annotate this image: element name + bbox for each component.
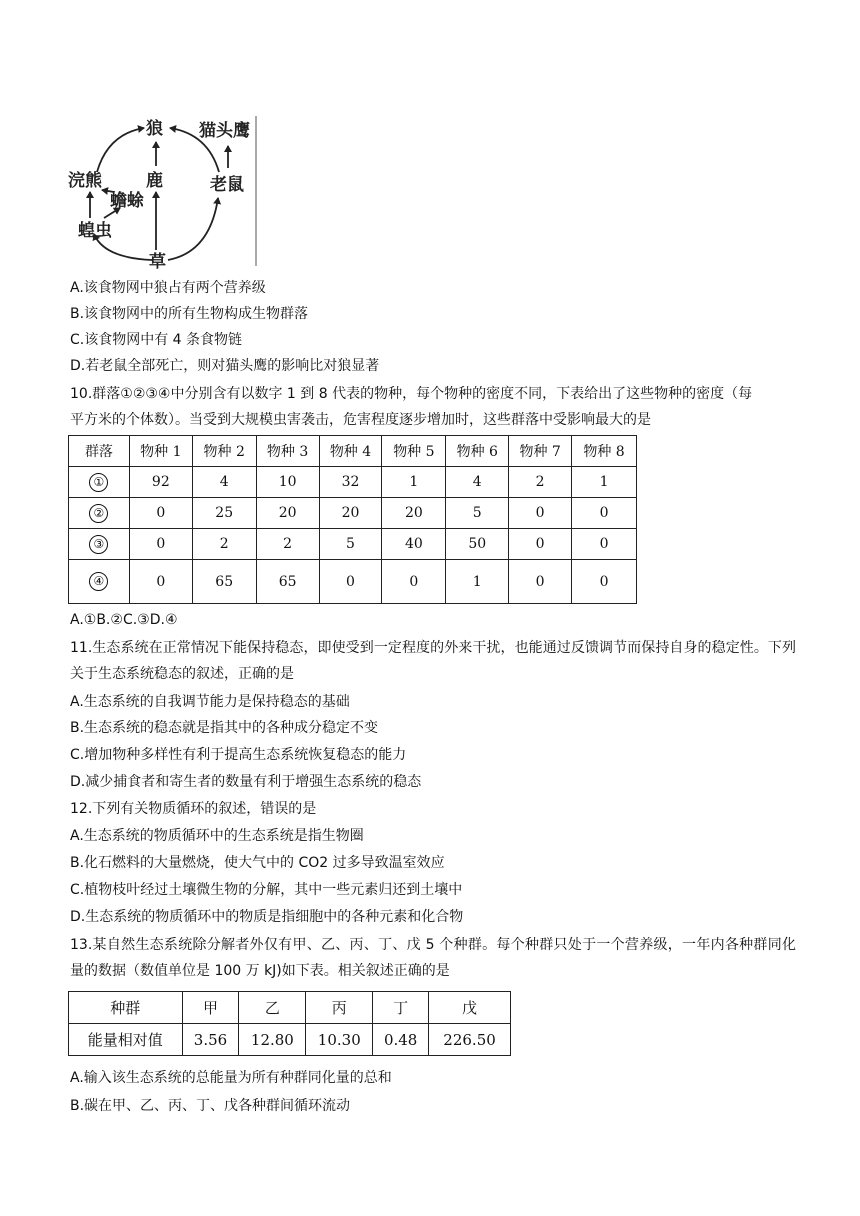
- q12-option-d: D.生态系统的物质循环中的物质是指细胞中的各种元素和化合物: [70, 909, 464, 925]
- q12-option-b: B.化石燃料的大量燃烧，使大气中的 CO2 过多导致温室效应: [70, 855, 445, 871]
- q12-option-c: C.植物枝叶经过土壤微生物的分解，其中一些元素归还到土壤中: [70, 882, 463, 898]
- table-header-row: [69, 992, 511, 1024]
- table-cell: 0: [129, 529, 192, 560]
- q11-option-b: B.生态系统的稳态就是指其中的各种成分稳定不变: [70, 720, 379, 736]
- table-cell: 0: [509, 529, 572, 560]
- table-cell: 0: [382, 560, 446, 604]
- food-web-svg: [64, 112, 264, 270]
- table-cell: 3.56: [182, 1024, 239, 1056]
- header-cell: 种群: [69, 992, 183, 1024]
- table-row: [69, 1024, 511, 1056]
- header-cell: 群落: [69, 436, 130, 467]
- header-cell: 物种 1: [129, 436, 192, 467]
- q13-energy-table: [68, 991, 511, 1056]
- node-deer: 鹿: [146, 171, 163, 191]
- arrow-grass-mouse: [168, 198, 218, 260]
- table-header-row: [69, 436, 637, 467]
- table-cell: 0: [129, 560, 192, 604]
- q12-stem: 12.下列有关物质循环的叙述，错误的是: [70, 801, 317, 817]
- table-cell: 12.80: [239, 1024, 306, 1056]
- table-row: [69, 560, 637, 604]
- table-cell: 0: [509, 498, 572, 529]
- header-cell: 物种 4: [319, 436, 382, 467]
- table-cell: 2: [192, 529, 256, 560]
- table-cell: 50: [446, 529, 509, 560]
- table-cell: 10: [256, 467, 319, 498]
- table-cell: 0: [509, 560, 572, 604]
- header-cell: 戊: [429, 992, 511, 1024]
- q13-option-b: B.碳在甲、乙、丙、丁、戊各种群间循环流动: [70, 1098, 351, 1114]
- table-cell: 0: [572, 498, 637, 529]
- q9-option-b: B.该食物网中的所有生物构成生物群落: [70, 306, 309, 322]
- table-cell: 5: [446, 498, 509, 529]
- header-cell: 物种 7: [509, 436, 572, 467]
- table-cell: 5: [319, 529, 382, 560]
- q11-option-c: C.增加物种多样性有利于提高生态系统恢复稳态的能力: [70, 747, 407, 763]
- node-locust: 蝗虫: [78, 221, 112, 241]
- community-label: ④: [89, 572, 108, 591]
- table-cell: 1: [572, 467, 637, 498]
- table-cell: 92: [129, 467, 192, 498]
- q11-option-a: A.生态系统的自我调节能力是保持稳态的基础: [70, 694, 350, 710]
- table-cell: 20: [382, 498, 446, 529]
- header-cell: 丁: [373, 992, 429, 1024]
- header-cell: 物种 8: [572, 436, 637, 467]
- community-label: ①: [89, 473, 108, 492]
- food-web-diagram: [64, 112, 264, 270]
- table-cell: 20: [319, 498, 382, 529]
- table-cell: 226.50: [429, 1024, 511, 1056]
- header-cell: 乙: [239, 992, 306, 1024]
- q12-option-a: A.生态系统的物质循环中的生态系统是指生物圈: [70, 828, 364, 844]
- table-cell: 0: [319, 560, 382, 604]
- table-cell: 2: [509, 467, 572, 498]
- node-wolf: 狼: [146, 119, 163, 139]
- table-cell: 1: [382, 467, 446, 498]
- node-toad: 蟾蜍: [110, 191, 144, 211]
- q10-density-table: [68, 435, 637, 604]
- header-cell: 物种 5: [382, 436, 446, 467]
- row-label: 能量相对值: [69, 1024, 183, 1056]
- arrow-raccoon-wolf: [97, 128, 144, 172]
- header-cell: 物种 6: [446, 436, 509, 467]
- table-row: [69, 467, 637, 498]
- table-cell: 4: [446, 467, 509, 498]
- node-owl: 猫头鹰: [199, 121, 250, 141]
- table-cell: 10.30: [306, 1024, 373, 1056]
- q9-option-a: A.该食物网中狼占有两个营养级: [70, 280, 266, 296]
- table-cell: 0.48: [373, 1024, 429, 1056]
- table-cell: 25: [192, 498, 256, 529]
- table-cell: 0: [572, 529, 637, 560]
- header-cell: 物种 2: [192, 436, 256, 467]
- q13-stem: 13.某自然生态系统除分解者外仅有甲、乙、丙、丁、戊 5 个种群。每个种群只处于一个营养级，一年内各种群同化量的数据（数值单位是 100 万 kJ)如下表。相关叙述正确的是: [70, 937, 796, 979]
- table-row: [69, 498, 637, 529]
- community-label: ③: [89, 535, 108, 554]
- table-cell: 4: [192, 467, 256, 498]
- table-cell: 65: [192, 560, 256, 604]
- table-cell: 32: [319, 467, 382, 498]
- header-cell: 甲: [182, 992, 239, 1024]
- header-cell: 物种 3: [256, 436, 319, 467]
- q10-options: A.①B.②C.③D.④: [70, 612, 178, 628]
- community-label: ②: [89, 504, 108, 523]
- q9-option-c: C.该食物网中有 4 条食物链: [70, 332, 243, 348]
- table-cell: 0: [129, 498, 192, 529]
- table-cell: 2: [256, 529, 319, 560]
- q9-option-d: D.若老鼠全部死亡，则对猫头鹰的影响比对狼显著: [70, 358, 380, 374]
- q10-stem-line1: 10.群落①②③④中分别含有以数字 1 到 8 代表的物种，每个物种的密度不同，下表给出了这些物种的密度（每: [70, 386, 753, 402]
- q13-option-a: A.输入该生态系统的总能量为所有种群同化量的总和: [70, 1070, 392, 1086]
- table-cell: 1: [446, 560, 509, 604]
- table-cell: 40: [382, 529, 446, 560]
- node-mouse: 老鼠: [210, 175, 244, 195]
- q11-option-d: D.减少捕食者和寄生者的数量有利于增强生态系统的稳态: [70, 774, 422, 790]
- q10-stem-line2: 平方米的个体数）。当受到大规模虫害袭击，危害程度逐步增加时，这些群落中受影响最大的是: [70, 412, 651, 428]
- table-cell: 0: [572, 560, 637, 604]
- table-cell: 20: [256, 498, 319, 529]
- table-cell: 65: [256, 560, 319, 604]
- header-cell: 丙: [306, 992, 373, 1024]
- node-grass: 草: [149, 252, 166, 270]
- node-raccoon: 浣熊: [68, 171, 102, 191]
- q11-stem: 11.生态系统在正常情况下能保持稳态，即使受到一定程度的外来干扰，也能通过反馈调节而保持自身的稳定性。下列关于生态系统稳态的叙述，正确的是: [70, 640, 796, 682]
- table-row: [69, 529, 637, 560]
